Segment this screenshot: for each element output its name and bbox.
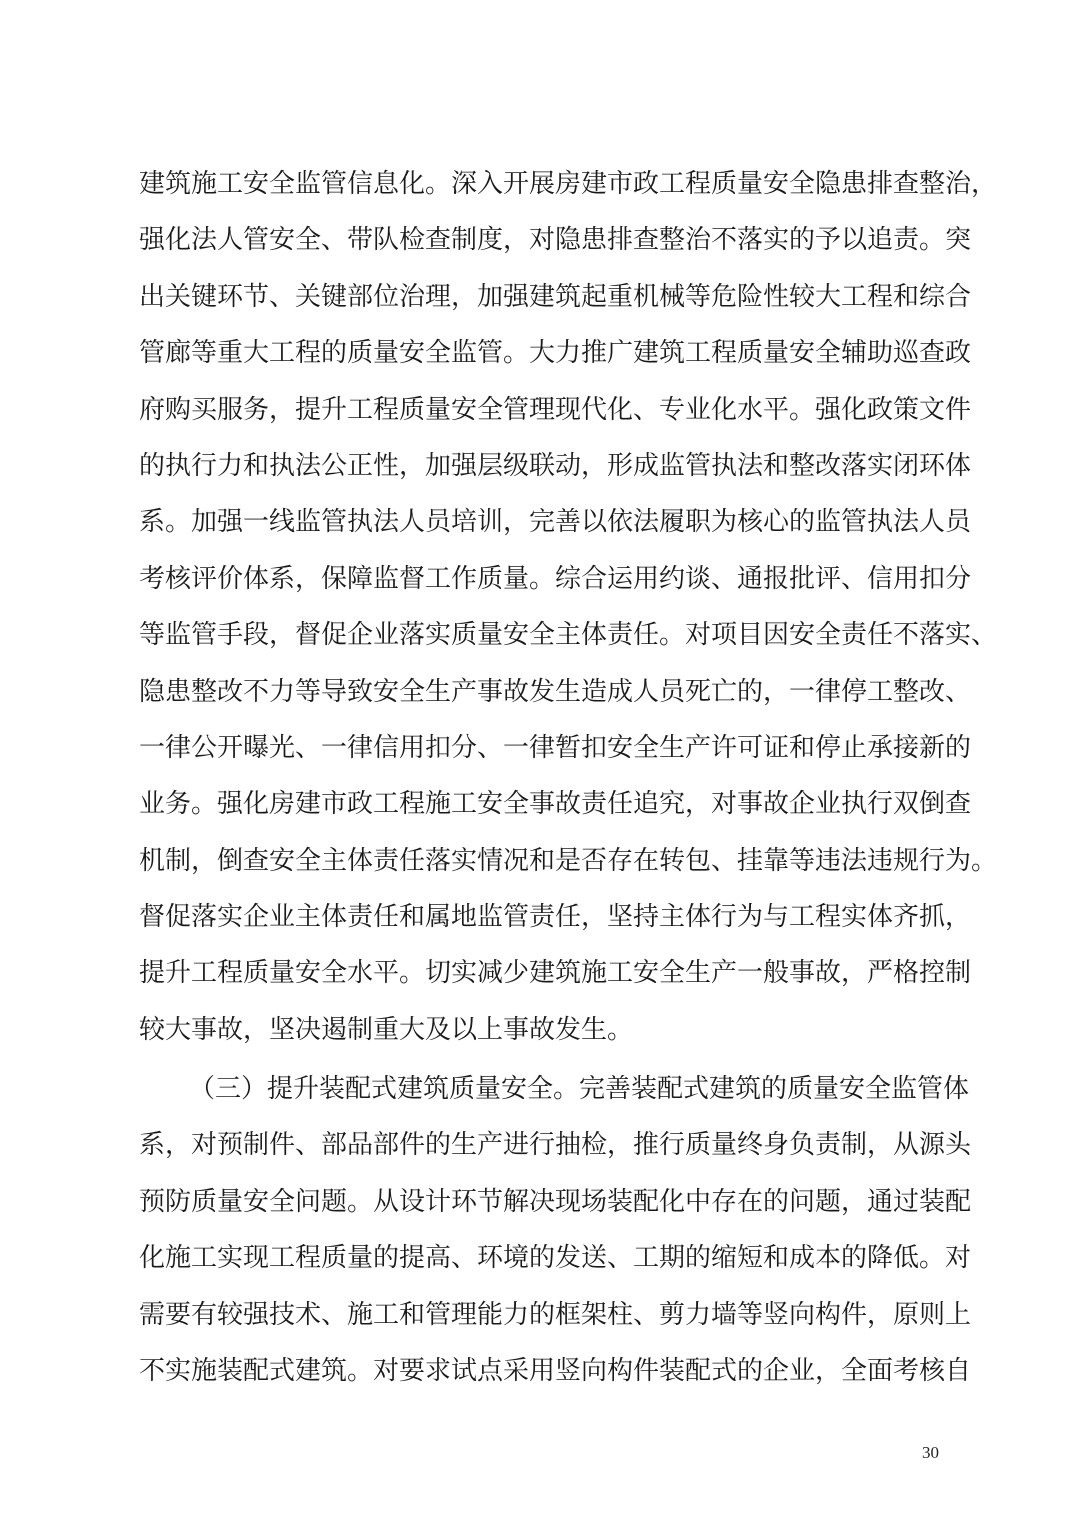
paragraph-line: 机制，倒查安全主体责任落实情况和是否存在转包、挂靠等违法违规行为。 xyxy=(139,845,998,876)
paragraph-2 xyxy=(139,1061,972,1399)
paragraph-line: 预防质量安全问题。从设计环节解决现场装配化中存在的问题，通过装配 xyxy=(139,1186,972,1217)
paragraph-line: 系。加强一线监管执法人员培训，完善以依法履职为核心的监管执法人员 xyxy=(139,507,972,538)
paragraph-line: 系，对预制件、部品部件的生产进行抽检，推行质量终身负责制，从源头 xyxy=(139,1130,972,1161)
paragraph-line: 强化法人管安全、带队检查制度，对隐患排查整治不落实的予以追责。突 xyxy=(139,225,972,256)
paragraph-first-line xyxy=(139,1061,970,1117)
paragraph-line: 一律公开曝光、一律信用扣分、一律暂扣安全生产许可证和停止承接新的 xyxy=(139,732,972,763)
paragraph-line: 提升工程质量安全水平。切实减少建筑施工安全生产一般事故，严格控制 xyxy=(139,958,972,989)
paragraph-line: 督促落实企业主体责任和属地监管责任，坚持主体行为与工程实体齐抓， xyxy=(139,902,972,933)
paragraph-line: 业务。强化房建市政工程施工安全事故责任追究，对事故企业执行双倒查 xyxy=(139,789,972,820)
page-number: 30 xyxy=(922,1443,939,1462)
paragraph-line: 较大事故，坚决遏制重大及以上事故发生。 xyxy=(139,1014,634,1045)
paragraph-line: 府购买服务，提升工程质量安全管理现代化、专业化水平。强化政策文件 xyxy=(139,394,972,425)
paragraph-line-rest: 完善装配式建筑的质量安全监管体 xyxy=(579,1074,970,1104)
paragraph-line: 管廊等重大工程的质量安全监管。大力推广建筑工程质量安全辅助巡查政 xyxy=(139,338,972,369)
paragraph-1 xyxy=(139,156,998,1058)
paragraph-line: 化施工实现工程质量的提高、环境的发送、工期的缩短和成本的降低。对 xyxy=(139,1243,972,1274)
paragraph-line: 出关键环节、关键部位治理，加强建筑起重机械等危险性较大工程和综合 xyxy=(139,281,972,312)
paragraph-line: 建筑施工安全监管信息化。深入开展房建市政工程质量安全隐患排查整治， xyxy=(139,169,998,199)
paragraph-line: 考核评价体系，保障监督工作质量。综合运用约谈、通报批评、信用扣分 xyxy=(139,563,972,594)
paragraph-line: 的执行力和执法公正性，加强层级联动，形成监管执法和整改落实闭环体 xyxy=(139,450,972,481)
section-heading: （三）提升装配式建筑质量安全。 xyxy=(189,1074,580,1104)
paragraph-line: 等监管手段，督促企业落实质量安全主体责任。对项目因安全责任不落实、 xyxy=(139,620,998,651)
paragraph-line: 隐患整改不力等导致安全生产事故发生造成人员死亡的，一律停工整改、 xyxy=(139,676,972,707)
paragraph-line: 不实施装配式建筑。对要求试点采用竖向构件装配式的企业，全面考核自 xyxy=(139,1355,972,1386)
paragraph-line: 需要有较强技术、施工和管理能力的框架柱、剪力墙等竖向构件，原则上 xyxy=(139,1299,972,1330)
